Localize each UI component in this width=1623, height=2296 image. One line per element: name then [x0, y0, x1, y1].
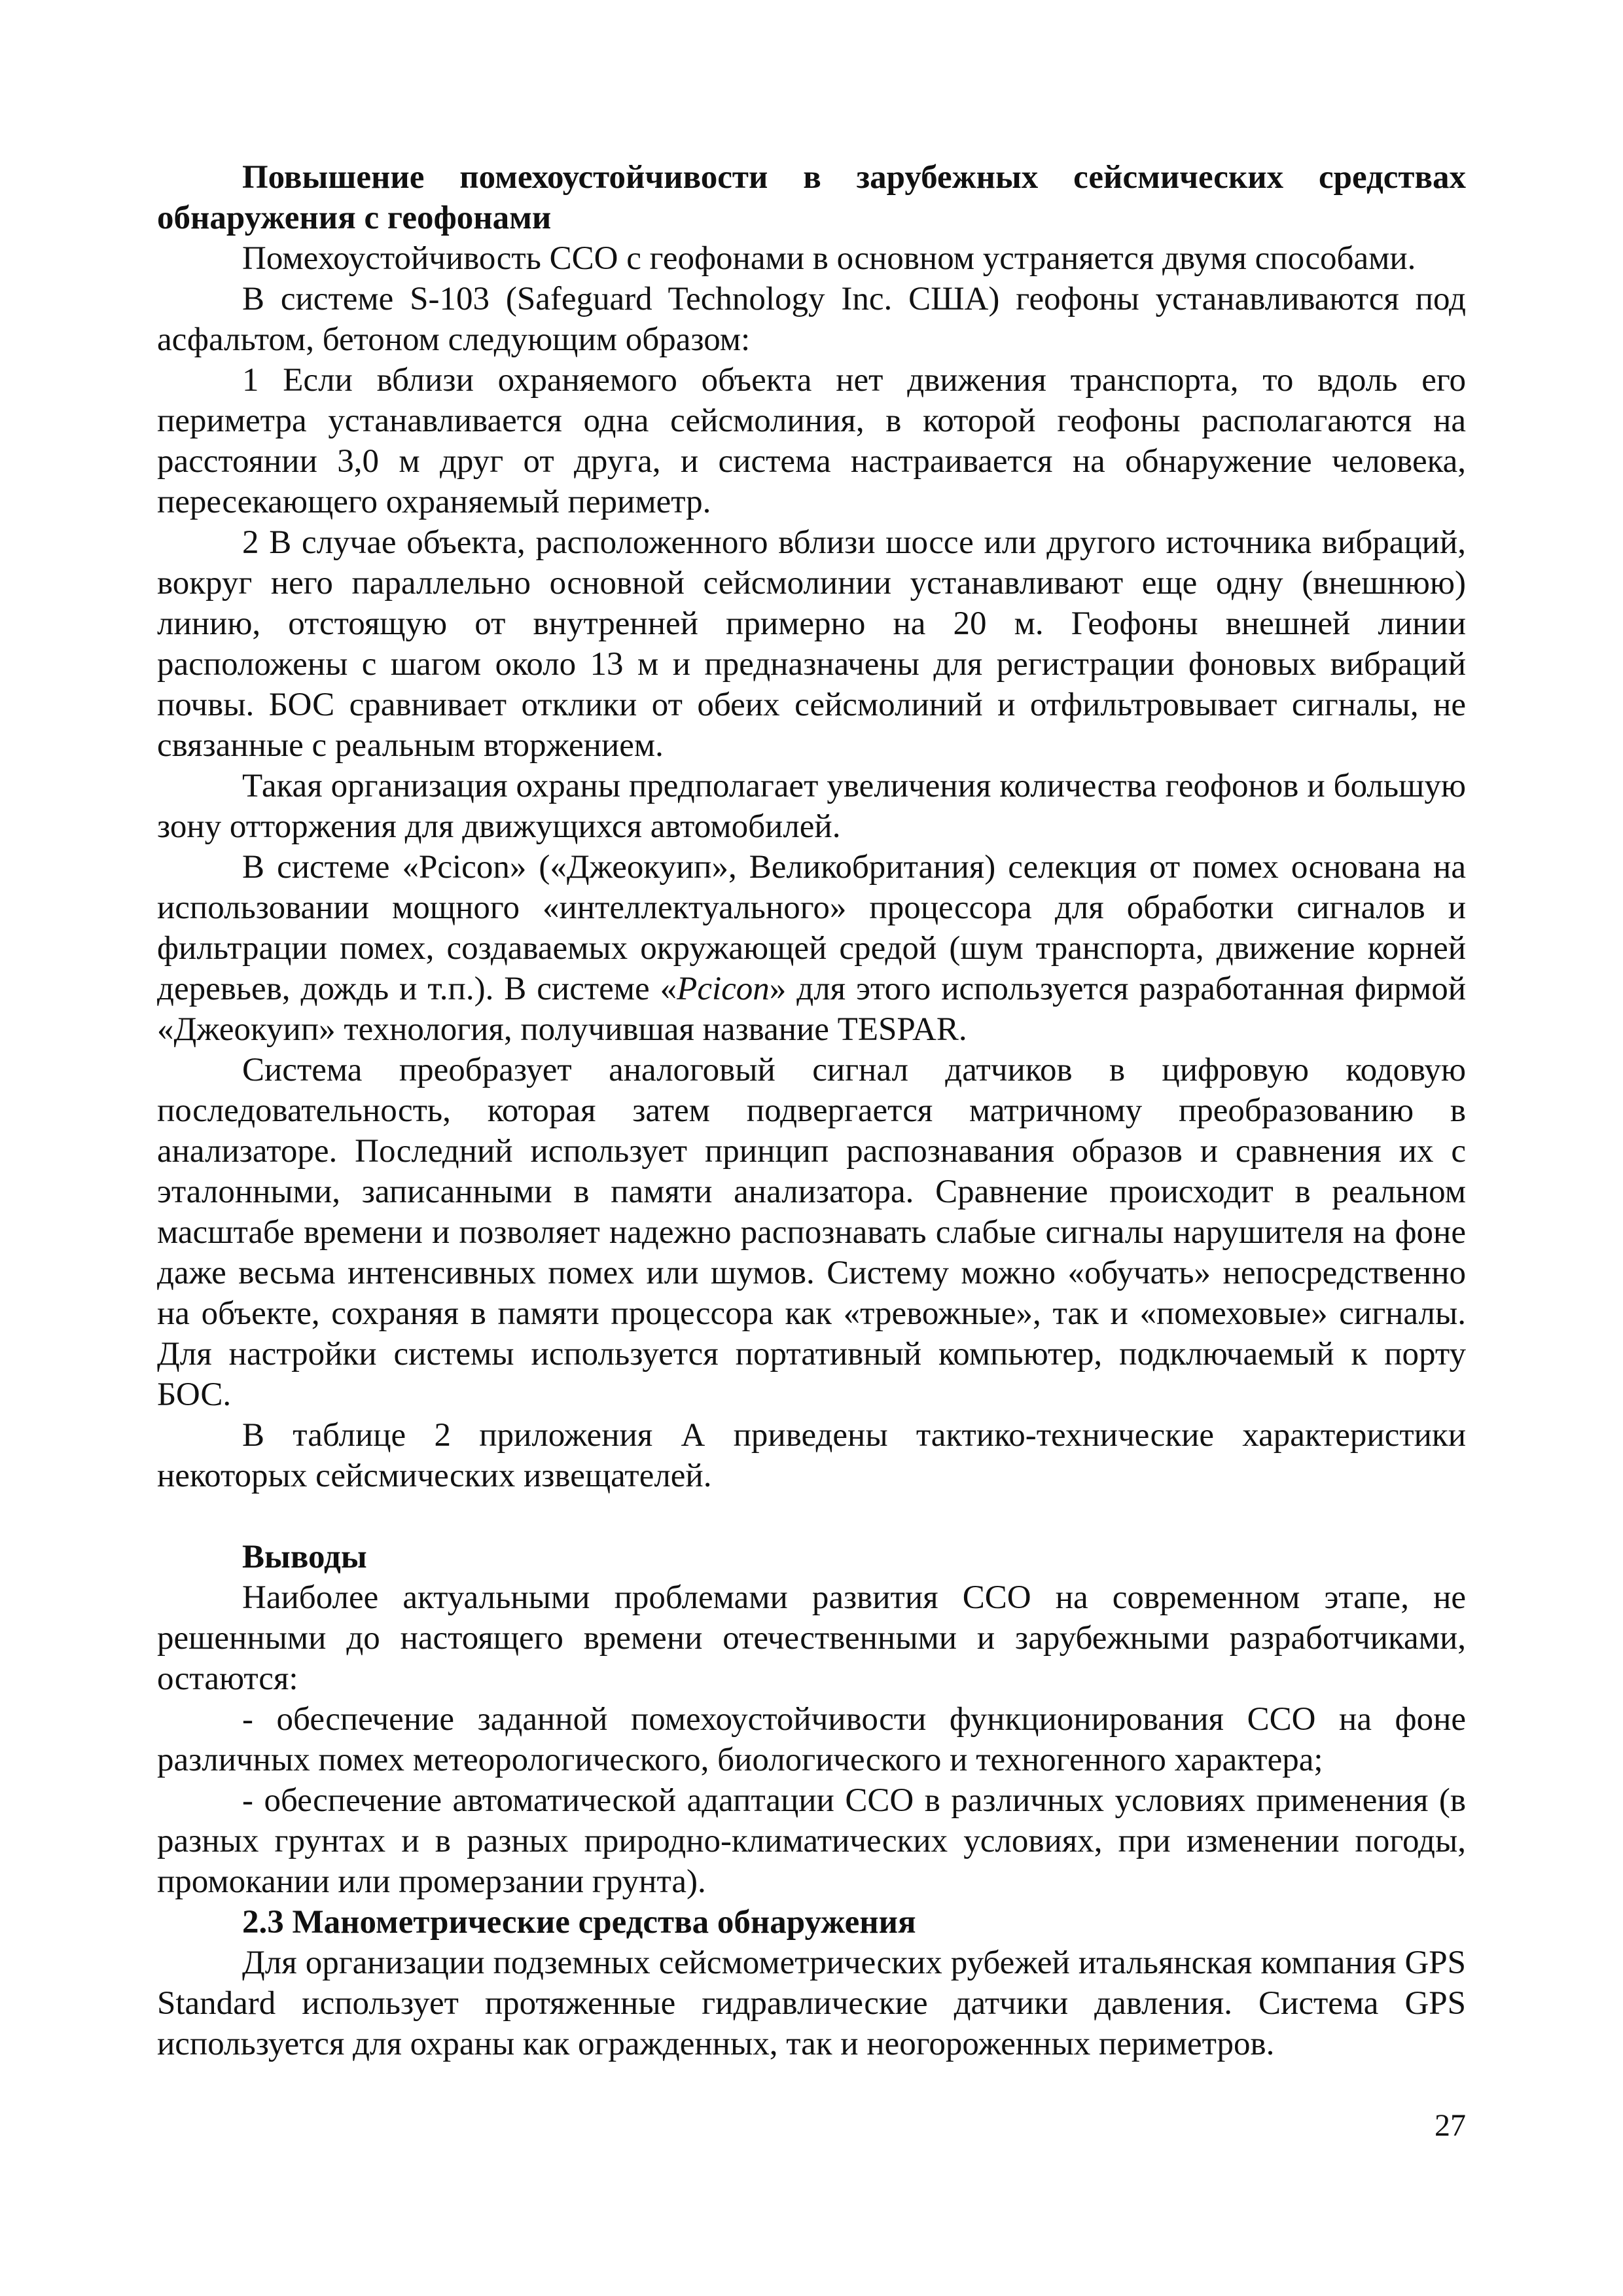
page-number: 27 — [1435, 2108, 1466, 2143]
conclusions-item: - обеспечение автоматической адаптации ССО в различных условиях применения (в разных грунтах и в разных природно-климатических условиях, при изменении погоды, промокании или промерзании грунта). — [157, 1782, 1466, 1900]
paragraph: 1 Если вблизи охраняемого объекта нет движения транспорта, то вдоль его периметра устанавливается одна сейсмолиния, в которой геофоны располагаются на расстоянии 3,0 м друг от друга, и система настраивается на обнаружение человека, пересекающего охраняемый периметр. — [157, 362, 1466, 520]
paragraph-pcicon — [157, 847, 1466, 1050]
paragraph: Такая организация охраны предполагает увеличения количества геофонов и большую зону отторжения для движущихся автомобилей. — [157, 768, 1466, 845]
paragraph: Система преобразует аналоговый сигнал датчиков в цифровую кодовую последовательность, которая затем подвергается матричному преобразованию в анализаторе. Последний использует принцип распознавания образов и сравнения их с эталонными, записанными в памяти анализатора. Сравнение происходит в реальном масштабе времени и позволяет надежно распознавать слабые сигналы нарушителя на фоне даже весьма интенсивных помех или шумов. Систему можно «обучать» непосредственно на объекте, сохраняя в памяти процессора как «тревожные», так и «помеховые» сигналы. Для настройки системы используется портативный компьютер, подключаемый к порту БОС. — [157, 1052, 1466, 1413]
pcicon-text-part2: » для этого используется разработанная фирмой «Джеокуип» технология, получившая название TESPAR. — [157, 971, 1466, 1048]
section-heading: Повышение помехоустойчивости в зарубежных сейсмических средствах обнаружения с геофонами — [157, 159, 1466, 236]
conclusions-intro: Наиболее актуальными проблемами развития ССО на современном этапе, не решенными до настоящего времени отечественными и зарубежными разработчиками, остаются: — [157, 1579, 1466, 1697]
spacer — [157, 1496, 1466, 1537]
paragraph: В системе S-103 (Safeguard Technology Inc. США) геофоны устанавливаются под асфальтом, бетоном следующим образом: — [157, 281, 1466, 358]
conclusions-heading: Выводы — [242, 1539, 367, 1575]
document-body — [157, 157, 1466, 2064]
paragraph: 2 В случае объекта, расположенного вблизи шоссе или другого источника вибраций, вокруг него параллельно основной сейсмолинии устанавливают еще одну (внешнюю) линию, отстоящую от внутренней примерно на 20 м. Геофоны внешней линии расположены с шагом около 13 м и предназначены для регистрации фоновых вибраций почвы. БОС сравнивает отклики от обеих сейсмолиний и отфильтровывает сигналы, не связанные с реальным вторжением. — [157, 524, 1466, 764]
subsection-paragraph: Для организации подземных сейсмометрических рубежей итальянская компания GPS Standard использует протяженные гидравлические датчики давления. Система GPS используется для охраны как огражденных, так и неогороженных периметров. — [157, 1945, 1466, 2062]
paragraph: Помехоустойчивость ССО с геофонами в основном устраняется двумя способами. — [242, 240, 1416, 277]
paragraph: В таблице 2 приложения А приведены тактико-технические характеристики некоторых сейсмических извещателей. — [157, 1417, 1466, 1494]
conclusions-item: - обеспечение заданной помехоустойчивости функционирования ССО на фоне различных помех метеорологического, биологического и техногенного характера; — [157, 1701, 1466, 1778]
pcicon-text-part1: В системе «Pcicon» («Джеокуип», Великобритания) селекция от помех основана на использовании мощного «интеллектуального» процессора для обработки сигналов и фильтрации помех, создаваемых окружающей средой (шум транспорта, движение корней деревьев, дождь и т.п.). В системе « — [157, 849, 1466, 1007]
subsection-heading: 2.3 Манометрические средства обнаружения — [242, 1904, 916, 1941]
pcicon-italic-name: Pcicon — [677, 971, 770, 1007]
